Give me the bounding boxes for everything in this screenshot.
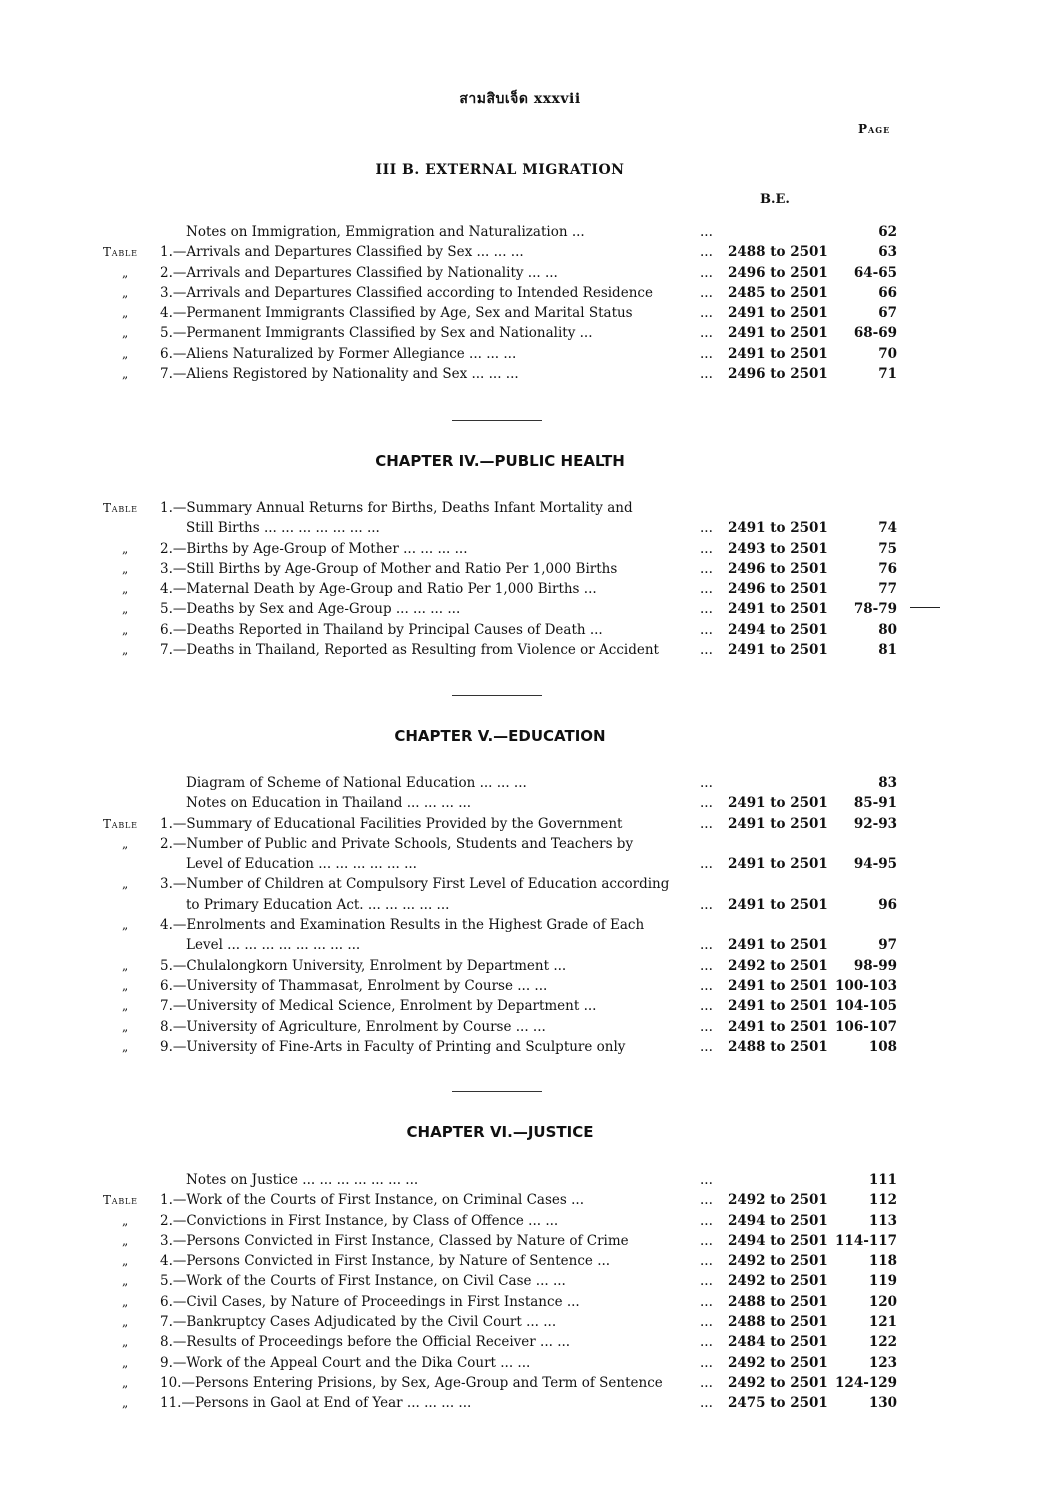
page-number: 92-93	[853, 815, 897, 832]
ditto-mark: „	[122, 622, 129, 637]
toc-row	[0, 1190, 1040, 1210]
ditto-mark: „	[122, 1315, 129, 1330]
toc-row	[0, 579, 1040, 599]
toc-entry-title: 5.—Chulalongkorn University, Enrolment by Department ...	[160, 957, 567, 974]
ditto-mark: „	[122, 836, 129, 851]
page-number: 63	[878, 244, 897, 261]
page-number: 94-95	[853, 856, 897, 873]
leader-dots: ...	[700, 520, 713, 537]
toc-row	[0, 935, 1040, 955]
year-range: 2492 to 2501	[728, 957, 828, 974]
table-prefix: Table	[103, 1193, 138, 1208]
section-title-education: CHAPTER V.—EDUCATION	[394, 727, 606, 745]
toc-row	[0, 1231, 1040, 1251]
year-range: 2491 to 2501	[728, 937, 828, 954]
toc-entry-title: 8.—University of Agriculture, Enrolment by Course ... ...	[160, 1018, 546, 1035]
toc-entry-title: 5.—Deaths by Sex and Age-Group ... ... ... ...	[160, 601, 461, 618]
toc-entry-title: 7.—Aliens Registored by Nationality and Sex ... ... ...	[160, 366, 519, 383]
leader-dots: ...	[700, 1273, 713, 1290]
toc-entry-title: Notes on Education in Thailand ... ... ... ...	[186, 795, 472, 812]
toc-row	[0, 1211, 1040, 1231]
margin-mark	[910, 607, 940, 608]
page-number: 104-105	[835, 998, 897, 1015]
ditto-mark: „	[122, 285, 129, 300]
year-range: 2488 to 2501	[728, 244, 828, 261]
toc-row	[0, 559, 1040, 579]
toc-entry-title: 3.—Persons Convicted in First Instance, Classed by Nature of Crime	[160, 1232, 629, 1249]
year-range: 2488 to 2501	[728, 1293, 828, 1310]
toc-row	[0, 996, 1040, 1016]
ditto-mark: „	[122, 1019, 129, 1034]
toc-row	[0, 1373, 1040, 1393]
toc-row	[0, 539, 1040, 559]
toc-row	[0, 364, 1040, 384]
page-number: 118	[868, 1253, 897, 1270]
toc-row	[0, 283, 1040, 303]
toc-row	[0, 834, 1040, 854]
toc-entry-title: 5.—Permanent Immigrants Classified by Sex and Nationality ...	[160, 325, 593, 342]
section-divider	[452, 1091, 542, 1092]
toc-row	[0, 1037, 1040, 1057]
year-range: 2491 to 2501	[728, 856, 828, 873]
toc-row	[0, 874, 1040, 894]
page-number: 130	[868, 1395, 897, 1412]
toc-entry-title: 1.—Work of the Courts of First Instance, on Criminal Cases ...	[160, 1192, 584, 1209]
year-range: 2491 to 2501	[728, 1018, 828, 1035]
ditto-mark: „	[122, 978, 129, 993]
toc-row	[0, 854, 1040, 874]
page-number: 62	[878, 224, 897, 240]
toc-row	[0, 956, 1040, 976]
toc-entry-title: 2.—Births by Age-Group of Mother ... ... ... ...	[160, 540, 468, 557]
toc-entry-title: 3.—Arrivals and Departures Classified according to Intended Residence	[160, 284, 653, 301]
toc-entry-title: 2.—Number of Public and Private Schools, Students and Teachers by	[160, 835, 634, 852]
year-range: 2492 to 2501	[728, 1354, 828, 1371]
page-number: 124-129	[835, 1374, 897, 1391]
table-prefix: Table	[103, 501, 138, 515]
leader-dots: ...	[700, 540, 713, 557]
year-range: 2491 to 2501	[728, 305, 828, 322]
section-divider	[452, 695, 542, 696]
toc-entry-title: 1.—Summary of Educational Facilities Provided by the Government	[160, 815, 623, 832]
ditto-mark: „	[122, 1294, 129, 1309]
page-number: 119	[868, 1273, 897, 1290]
page-number: 122	[868, 1334, 897, 1351]
ditto-mark: „	[122, 541, 129, 556]
page-number: 97	[878, 937, 897, 954]
year-range: 2493 to 2501	[728, 540, 828, 557]
leader-dots: ...	[700, 642, 713, 659]
year-range: 2494 to 2501	[728, 1232, 828, 1249]
page-number: 120	[868, 1293, 897, 1310]
page-column-label: Page	[858, 122, 891, 136]
page-number: 80	[878, 621, 897, 638]
toc-entry-title: Notes on Justice ... ... ... ... ... ... ...	[186, 1172, 419, 1188]
toc-entry-title: Diagram of Scheme of National Education ... ... ...	[186, 775, 527, 791]
leader-dots: ...	[700, 977, 713, 994]
table-prefix: Table	[103, 245, 138, 260]
page-number: 114-117	[835, 1232, 897, 1249]
toc-entry-title: 1.—Arrivals and Departures Classified by Sex ... ... ...	[160, 244, 524, 261]
page-number: 96	[878, 896, 897, 913]
section-title-justice: CHAPTER VI.—JUSTICE	[406, 1123, 594, 1141]
toc-entry-title: Level ... ... ... ... ... ... ... ...	[186, 937, 361, 954]
leader-dots: ...	[700, 896, 713, 913]
toc-entry-title: 8.—Results of Proceedings before the Official Receiver ... ...	[160, 1334, 571, 1351]
toc-row	[0, 498, 1040, 518]
ditto-mark: „	[122, 346, 129, 361]
toc-entry-title: Still Births ... ... ... ... ... ... ...	[186, 520, 380, 537]
year-range: 2491 to 2501	[728, 795, 828, 812]
ditto-mark: „	[122, 561, 129, 576]
section-title-migration: III B. EXTERNAL MIGRATION	[375, 162, 625, 178]
toc-row	[0, 976, 1040, 996]
toc-entry-title: 6.—Deaths Reported in Thailand by Principal Causes of Death ...	[160, 621, 603, 638]
toc-entry-title: 4.—Persons Convicted in First Instance, by Nature of Sentence ...	[160, 1253, 611, 1270]
ditto-mark: „	[122, 918, 129, 933]
toc-entry-title: 6.—University of Thammasat, Enrolment by Course ... ...	[160, 977, 548, 994]
page-number: 67	[878, 305, 897, 322]
year-range: 2491 to 2501	[728, 345, 828, 362]
toc-entry-title: 5.—Work of the Courts of First Instance, on Civil Case ... ...	[160, 1273, 566, 1290]
ditto-mark: „	[122, 602, 129, 617]
ditto-mark: „	[122, 643, 129, 658]
leader-dots: ...	[700, 775, 713, 791]
toc-row	[0, 640, 1040, 660]
year-range: 2494 to 2501	[728, 1212, 828, 1229]
toc-entry-title: Level of Education ... ... ... ... ... ...	[186, 856, 417, 873]
toc-row	[0, 518, 1040, 538]
toc-row	[0, 620, 1040, 640]
section-divider	[452, 420, 542, 421]
toc-row	[0, 1271, 1040, 1291]
leader-dots: ...	[700, 1374, 713, 1391]
page-number: 74	[878, 520, 897, 537]
toc-entry-title: 9.—University of Fine-Arts in Faculty of Printing and Sculpture only	[160, 1038, 626, 1055]
year-range: 2496 to 2501	[728, 581, 828, 598]
page-number: 106-107	[835, 1018, 897, 1035]
year-range: 2491 to 2501	[728, 520, 828, 537]
year-range: 2491 to 2501	[728, 325, 828, 342]
leader-dots: ...	[700, 345, 713, 362]
leader-dots: ...	[700, 1395, 713, 1412]
leader-dots: ...	[700, 1172, 713, 1188]
leader-dots: ...	[700, 264, 713, 281]
ditto-mark: „	[122, 1039, 129, 1054]
page-number: 98-99	[853, 957, 897, 974]
toc-row	[0, 773, 1040, 793]
leader-dots: ...	[700, 1192, 713, 1209]
toc-row	[0, 895, 1040, 915]
page-number: 64-65	[853, 264, 897, 281]
year-range: 2491 to 2501	[728, 815, 828, 832]
page-number: 83	[878, 775, 897, 791]
leader-dots: ...	[700, 621, 713, 638]
page-number: 81	[878, 642, 897, 659]
page-number: 66	[878, 284, 897, 301]
toc-entry-title: 4.—Maternal Death by Age-Group and Ratio Per 1,000 Births ...	[160, 581, 597, 598]
toc-entry-title: 9.—Work of the Appeal Court and the Dika Court ... ...	[160, 1354, 531, 1371]
toc-row	[0, 1353, 1040, 1373]
page-number: 71	[878, 366, 897, 383]
leader-dots: ...	[700, 957, 713, 974]
toc-row	[0, 915, 1040, 935]
toc-entry-title: 4.—Enrolments and Examination Results in the Highest Grade of Each	[160, 917, 645, 934]
ditto-mark: „	[122, 1233, 129, 1248]
leader-dots: ...	[700, 1314, 713, 1331]
page-number: 77	[878, 581, 897, 598]
leader-dots: ...	[700, 560, 713, 577]
toc-row	[0, 303, 1040, 323]
ditto-mark: „	[122, 958, 129, 973]
ditto-mark: „	[122, 1254, 129, 1269]
toc-list-education	[0, 773, 1040, 1057]
leader-dots: ...	[700, 284, 713, 301]
ditto-mark: „	[122, 326, 129, 341]
page-number: 78-79	[853, 601, 897, 618]
page-number: 68-69	[853, 325, 897, 342]
leader-dots: ...	[700, 1293, 713, 1310]
year-range: 2496 to 2501	[728, 560, 828, 577]
ditto-mark: „	[122, 265, 129, 280]
leader-dots: ...	[700, 1018, 713, 1035]
toc-entry-title: 2.—Arrivals and Departures Classified by Nationality ... ...	[160, 264, 558, 281]
ditto-mark: „	[122, 1396, 129, 1411]
toc-list-migration	[0, 222, 1040, 384]
leader-dots: ...	[700, 366, 713, 383]
toc-entry-title: 2.—Convictions in First Instance, by Class of Offence ... ...	[160, 1212, 559, 1229]
page-number: 108	[868, 1038, 897, 1055]
toc-row	[0, 1017, 1040, 1037]
leader-dots: ...	[700, 1212, 713, 1229]
toc-row	[0, 1170, 1040, 1190]
toc-row	[0, 242, 1040, 262]
ditto-mark: „	[122, 1213, 129, 1228]
toc-entry-title: 3.—Still Births by Age-Group of Mother and Ratio Per 1,000 Births	[160, 560, 618, 577]
toc-row	[0, 1393, 1040, 1413]
leader-dots: ...	[700, 998, 713, 1015]
leader-dots: ...	[700, 1232, 713, 1249]
page-number: 70	[878, 345, 897, 362]
year-range: 2492 to 2501	[728, 1374, 828, 1391]
toc-entry-title: 7.—University of Medical Science, Enrolment by Department ...	[160, 998, 597, 1015]
leader-dots: ...	[700, 1354, 713, 1371]
toc-entry-title: to Primary Education Act. ... ... ... ... ...	[186, 896, 450, 913]
year-range: 2491 to 2501	[728, 642, 828, 659]
toc-row	[0, 599, 1040, 619]
table-prefix: Table	[103, 816, 138, 831]
toc-row	[0, 814, 1040, 834]
ditto-mark: „	[122, 367, 129, 382]
toc-row	[0, 1312, 1040, 1332]
leader-dots: ...	[700, 1253, 713, 1270]
toc-row	[0, 1292, 1040, 1312]
year-range: 2496 to 2501	[728, 366, 828, 383]
year-range: 2491 to 2501	[728, 601, 828, 618]
year-range: 2492 to 2501	[728, 1253, 828, 1270]
leader-dots: ...	[700, 325, 713, 342]
page-number: 121	[868, 1314, 897, 1331]
toc-entry-title: 3.—Number of Children at Compulsory First Level of Education according	[160, 876, 670, 893]
year-range: 2485 to 2501	[728, 284, 828, 301]
toc-list-justice	[0, 1170, 1040, 1414]
toc-row	[0, 344, 1040, 364]
leader-dots: ...	[700, 581, 713, 598]
leader-dots: ...	[700, 1038, 713, 1055]
toc-row	[0, 263, 1040, 283]
toc-row	[0, 1251, 1040, 1271]
year-range: 2488 to 2501	[728, 1038, 828, 1055]
toc-entry-title: 1.—Summary Annual Returns for Births, Deaths Infant Mortality and	[160, 500, 633, 516]
toc-entry-title: 7.—Bankruptcy Cases Adjudicated by the Civil Court ... ...	[160, 1314, 557, 1331]
toc-entry-title: 6.—Aliens Naturalized by Former Allegiance ... ... ...	[160, 345, 517, 362]
year-range: 2496 to 2501	[728, 264, 828, 281]
year-range: 2492 to 2501	[728, 1192, 828, 1209]
page-number: 112	[868, 1192, 897, 1209]
leader-dots: ...	[700, 224, 713, 240]
toc-entry-title: 11.—Persons in Gaol at End of Year ... ... ... ...	[160, 1395, 472, 1412]
page-number: 100-103	[835, 977, 897, 994]
page-number: 113	[868, 1212, 897, 1229]
year-range: 2491 to 2501	[728, 998, 828, 1015]
ditto-mark: „	[122, 1274, 129, 1289]
year-range: 2492 to 2501	[728, 1273, 828, 1290]
leader-dots: ...	[700, 1334, 713, 1351]
year-range: 2491 to 2501	[728, 896, 828, 913]
year-range: 2488 to 2501	[728, 1314, 828, 1331]
leader-dots: ...	[700, 815, 713, 832]
toc-row	[0, 1332, 1040, 1352]
be-column-label: B.E.	[760, 192, 790, 207]
toc-row	[0, 222, 1040, 242]
year-range: 2491 to 2501	[728, 977, 828, 994]
toc-entry-title: 7.—Deaths in Thailand, Reported as Resulting from Violence or Accident	[160, 642, 659, 659]
ditto-mark: „	[122, 877, 129, 892]
leader-dots: ...	[700, 795, 713, 812]
year-range: 2484 to 2501	[728, 1334, 828, 1351]
leader-dots: ...	[700, 937, 713, 954]
toc-list-public-health	[0, 498, 1040, 660]
page-header: สามสิบเจ็ด xxxvii	[459, 91, 581, 107]
ditto-mark: „	[122, 999, 129, 1014]
page-number: 85-91	[853, 795, 897, 812]
toc-entry-title: Notes on Immigration, Emmigration and Naturalization ...	[186, 224, 585, 240]
page-number: 123	[868, 1354, 897, 1371]
toc-entry-title: 6.—Civil Cases, by Nature of Proceedings in First Instance ...	[160, 1293, 580, 1310]
leader-dots: ...	[700, 856, 713, 873]
leader-dots: ...	[700, 601, 713, 618]
section-title-public-health: CHAPTER IV.—PUBLIC HEALTH	[375, 452, 625, 470]
ditto-mark: „	[122, 1335, 129, 1350]
leader-dots: ...	[700, 305, 713, 322]
leader-dots: ...	[700, 244, 713, 261]
page-number: 76	[878, 560, 897, 577]
toc-row	[0, 323, 1040, 343]
page-number: 111	[868, 1172, 897, 1188]
ditto-mark: „	[122, 1355, 129, 1370]
page-number: 75	[878, 540, 897, 557]
toc-entry-title: 4.—Permanent Immigrants Classified by Age, Sex and Marital Status	[160, 305, 633, 322]
year-range: 2475 to 2501	[728, 1395, 828, 1412]
toc-entry-title: 10.—Persons Entering Prisions, by Sex, Age-Group and Term of Sentence	[160, 1374, 663, 1391]
ditto-mark: „	[122, 1375, 129, 1390]
year-range: 2494 to 2501	[728, 621, 828, 638]
ditto-mark: „	[122, 306, 129, 321]
toc-row	[0, 793, 1040, 813]
ditto-mark: „	[122, 582, 129, 597]
